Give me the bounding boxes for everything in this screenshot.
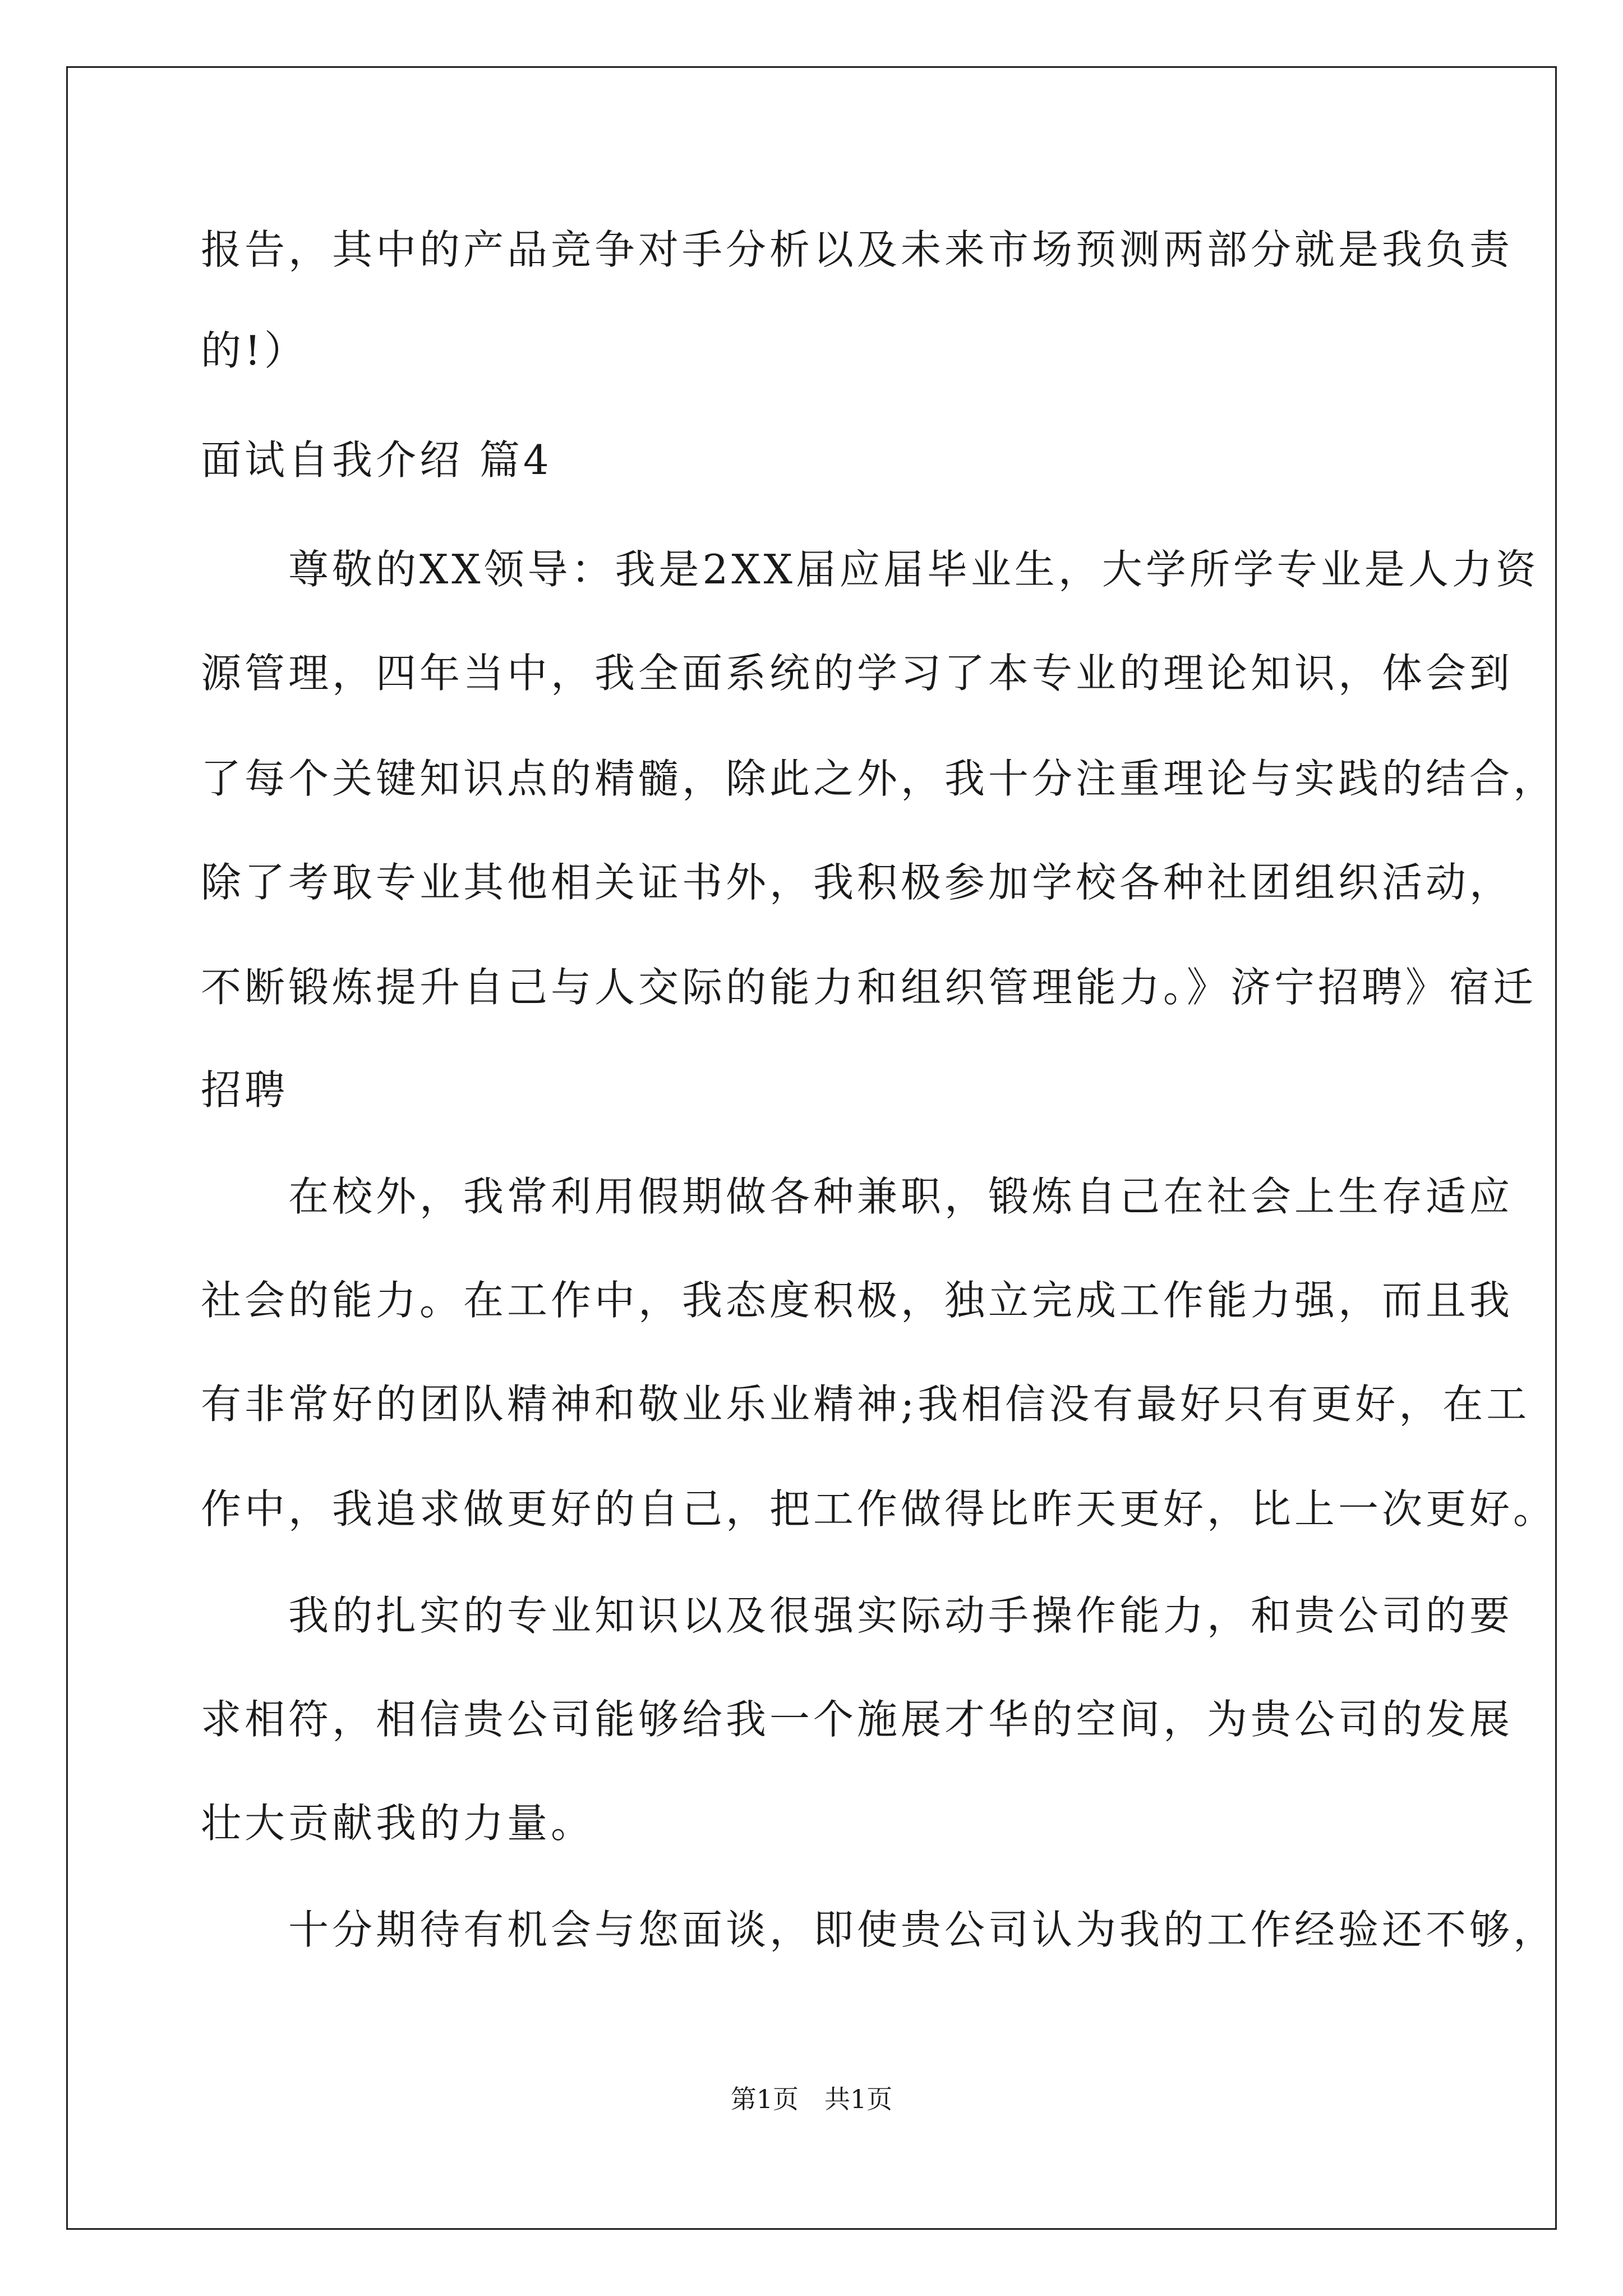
page-number-footer: 第1页 共1页 [730, 2084, 893, 2114]
body-line: 十分期待有机会与您面谈，即使贵公司认为我的工作经验还不够， [201, 1906, 1557, 1953]
body-line: 了每个关键知识点的精髓，除此之外，我十分注重理论与实践的结合， [201, 755, 1557, 802]
body-line: 招聘 [201, 1066, 289, 1114]
body-line: 作中，我追求做更好的自己，把工作做得比昨天更好，比上一次更好。 [201, 1485, 1557, 1533]
section-heading: 面试自我介绍 篇4 [201, 436, 552, 484]
body-line: 报告，其中的产品竞争对手分析以及未来市场预测两部分就是我负责 [201, 226, 1514, 273]
body-line: 在校外，我常利用假期做各种兼职，锻炼自己在社会上生存适应 [201, 1173, 1514, 1220]
body-line: 我的扎实的专业知识以及很强实际动手操作能力，和贵公司的要 [201, 1592, 1514, 1639]
body-line: 有非常好的团队精神和敬业乐业精神;我相信没有最好只有更好，在工 [201, 1381, 1530, 1428]
body-line: 不断锻炼提升自己与人交际的能力和组织管理能力。》济宁招聘》宿迁 [201, 964, 1537, 1011]
body-line: 壮大贡献我的力量。 [201, 1800, 595, 1847]
body-line: 社会的能力。在工作中，我态度积极，独立完成工作能力强，而且我 [201, 1277, 1514, 1324]
body-line: 除了考取专业其他相关证书外，我积极参加学校各种社团组织活动， [201, 859, 1514, 906]
body-line: 求相符，相信贵公司能够给我一个施展才华的空间，为贵公司的发展 [201, 1696, 1514, 1743]
body-line: 尊敬的XX领导：我是2XX届应届毕业生，大学所学专业是人力资 [201, 546, 1539, 593]
body-line: 源管理，四年当中，我全面系统的学习了本专业的理论知识，体会到 [201, 650, 1514, 697]
body-line: 的!） [201, 327, 308, 374]
